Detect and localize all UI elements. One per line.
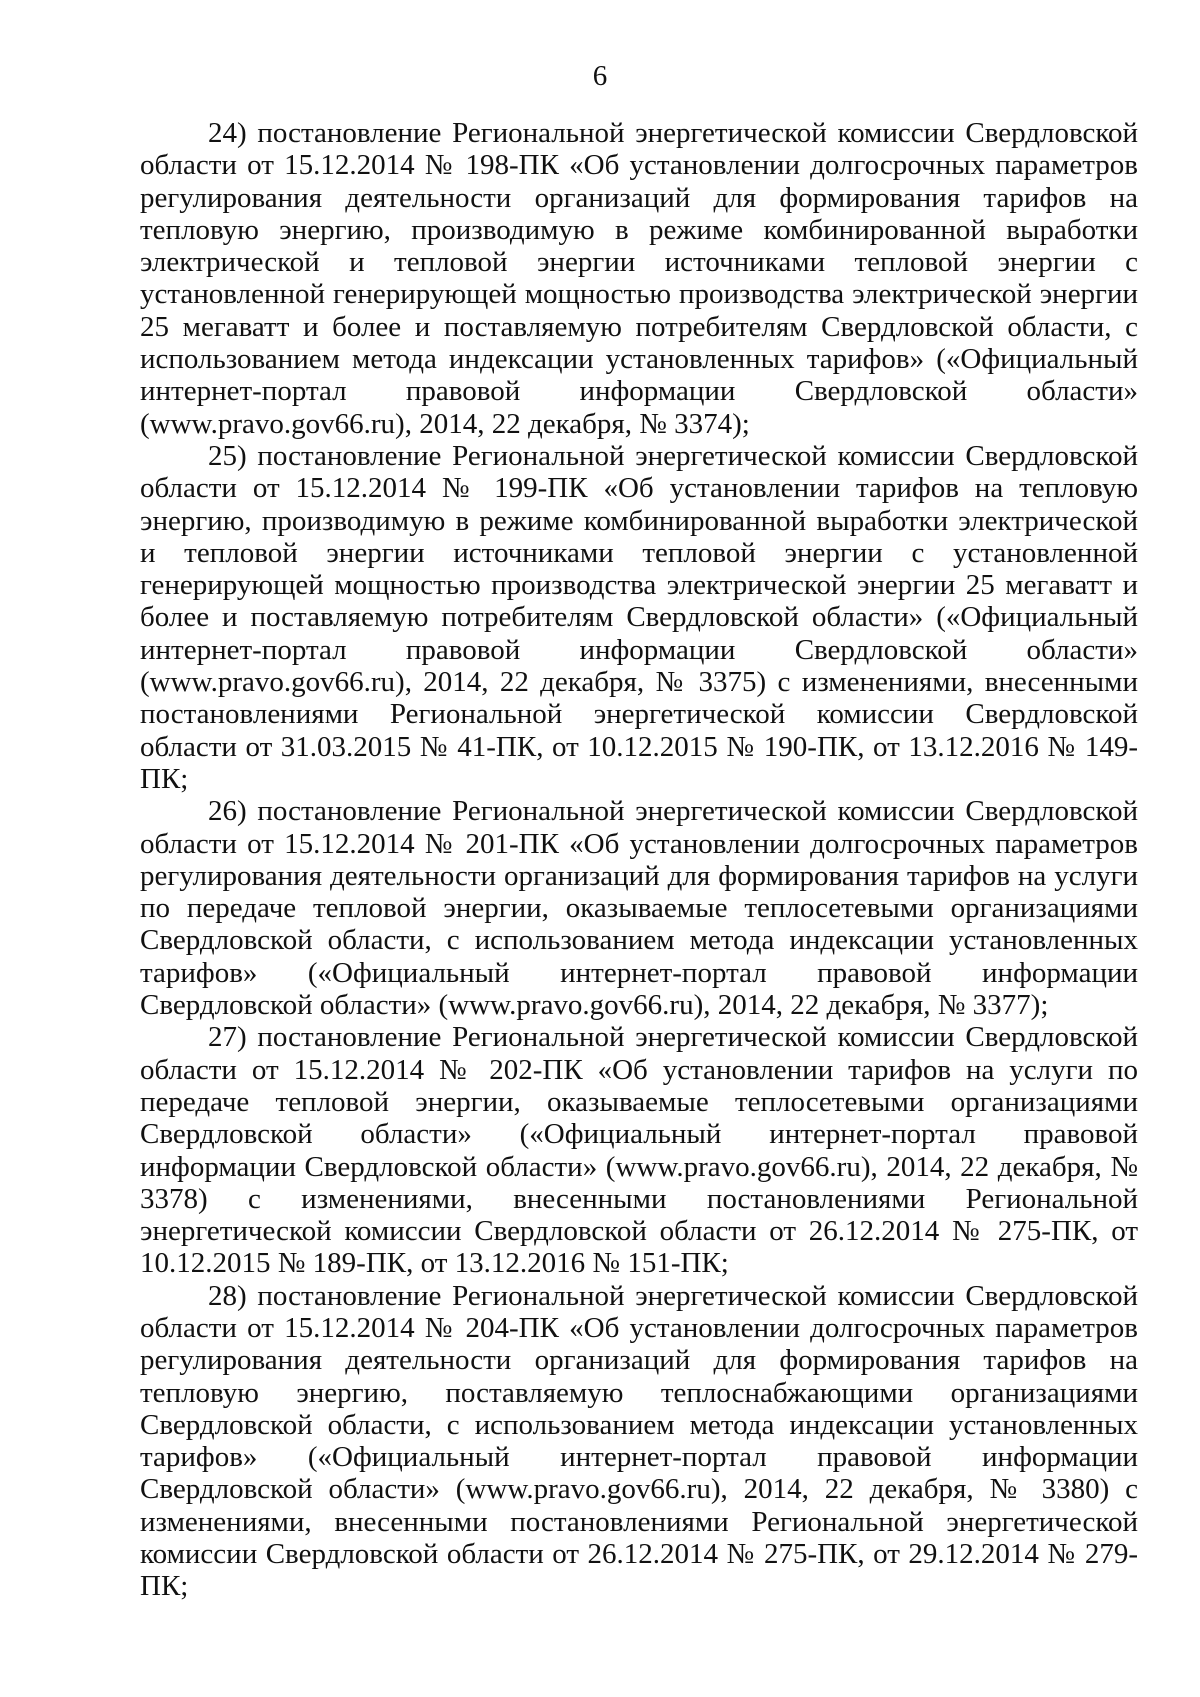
paragraph-item-27: 27) постановление Региональной энергетической комиссии Свердловской области от 15.12.2014 № 202-ПК «Об установлении тарифов на услуги по передаче тепловой энергии, оказываемые теплосетевыми организациями Свердловской области» («Официальный интернет-портал правовой информации Свердловской области» (www.pravo.gov66.ru), 2014, 22 декабря, № 3378) с изменениями, внесенными постановлениями Региональной энергетической комиссии Свердловской области от 26.12.2014 № 275-ПК, от 10.12.2015 № 189-ПК, от 13.12.2016 № 151-ПК; — [140, 1021, 1138, 1280]
paragraph-item-25: 25) постановление Региональной энергетической комиссии Свердловской области от 15.12.2014 № 199-ПК «Об установлении тарифов на тепловую энергию, производимую в режиме комбинированной выработки электрической и тепловой энергии источниками тепловой энергии с установленной генерирующей мощностью производства электрической энергии 25 мегаватт и более и поставляемую потребителям Свердловской области» («Официальный интернет-портал правовой информации Свердловской области» (www.pravo.gov66.ru), 2014, 22 декабря, № 3375) с изменениями, внесенными постановлениями Региональной энергетической комиссии Свердловской области от 31.03.2015 № 41-ПК, от 10.12.2015 № 190-ПК, от 13.12.2016 № 149-ПК; — [140, 439, 1138, 795]
paragraph-item-26: 26) постановление Региональной энергетической комиссии Свердловской области от 15.12.2014 № 201-ПК «Об установлении долгосрочных параметров регулирования деятельности организаций для формирования тарифов на услуги по передаче тепловой энергии, оказываемые теплосетевыми организациями Свердловской области, с использованием метода индексации установленных тарифов» («Официальный интернет-портал правовой информации Свердловской области» (www.pravo.gov66.ru), 2014, 22 декабря, № 3377); — [140, 795, 1138, 1022]
paragraph-item-24: 24) постановление Региональной энергетической комиссии Свердловской области от 15.12.2014 № 198-ПК «Об установлении долгосрочных параметров регулирования деятельности организаций для формирования тарифов на тепловую энергию, производимую в режиме комбинированной выработки электрической и тепловой энергии источниками тепловой энергии с установленной генерирующей мощностью производства электрической энергии 25 мегаватт и более и поставляемую потребителям Свердловской области, с использованием метода индексации установленных тарифов» («Официальный интернет-портал правовой информации Свердловской области» (www.pravo.gov66.ru), 2014, 22 декабря, № 3374); — [140, 117, 1138, 440]
paragraph-item-28: 28) постановление Региональной энергетической комиссии Свердловской области от 15.12.2014 № 204-ПК «Об установлении долгосрочных параметров регулирования деятельности организаций для формирования тарифов на тепловую энергию, поставляемую теплоснабжающими организациями Свердловской области, с использованием метода индексации установленных тарифов» («Официальный интернет-портал правовой информации Свердловской области» (www.pravo.gov66.ru), 2014, 22 декабря, № 3380) с изменениями, внесенными постановлениями Региональной энергетической комиссии Свердловской области от 26.12.2014 № 275-ПК, от 29.12.2014 № 279-ПК; — [140, 1279, 1138, 1603]
page-number: 6 — [592, 60, 608, 92]
document-body — [140, 117, 1138, 1603]
